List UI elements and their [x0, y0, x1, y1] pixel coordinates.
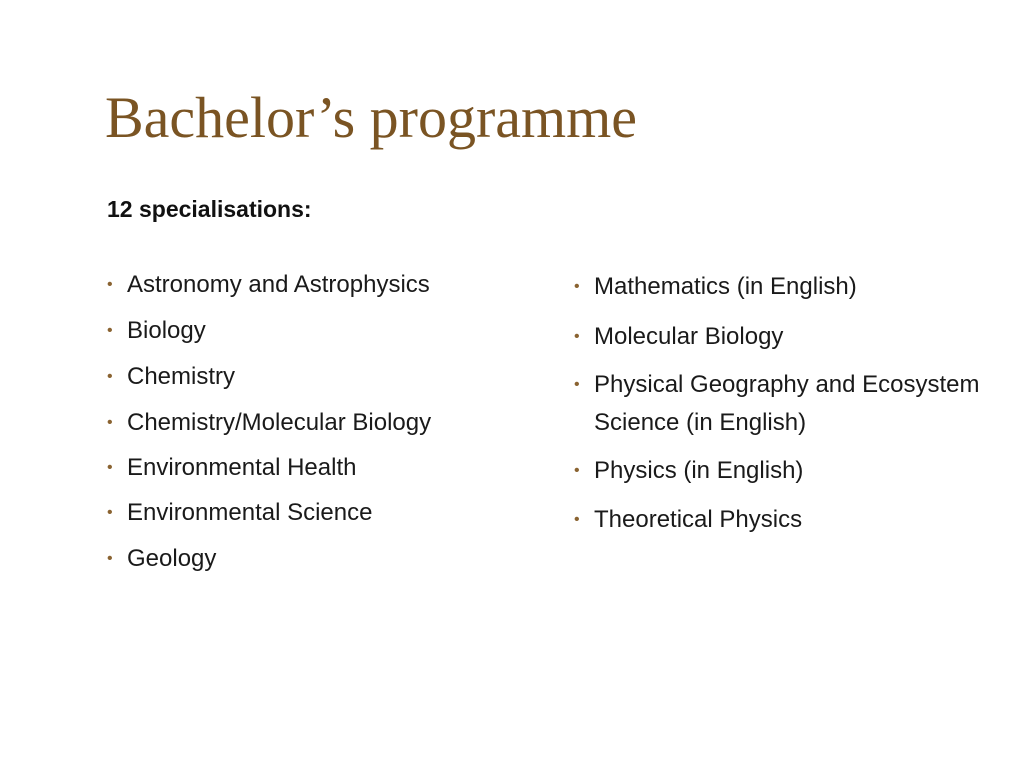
bullet-icon: • — [107, 322, 113, 339]
list-item-label: Molecular Biology — [594, 323, 784, 350]
list-item-label: Mathematics (in English) — [594, 273, 857, 300]
slide-title: Bachelor’s programme — [105, 85, 638, 150]
list-item — [574, 452, 1014, 490]
list-item — [574, 318, 1014, 356]
list-item-label: Physical Geography and Ecosystem Science (in English) — [594, 371, 980, 436]
bullet-icon: • — [574, 278, 580, 295]
bullet-icon: • — [107, 368, 113, 385]
list-item-label: Chemistry/Molecular Biology — [127, 409, 432, 436]
list-item-label: Theoretical Physics — [594, 506, 803, 533]
list-item — [107, 358, 507, 396]
list-item-label: Chemistry — [127, 363, 236, 390]
slide-subtitle: 12 specialisations: — [107, 196, 312, 222]
bullet-icon: • — [107, 504, 113, 521]
bullet-icon: • — [107, 459, 113, 476]
list-item-label: Physics (in English) — [594, 457, 804, 484]
list-item — [107, 266, 507, 304]
list-item — [107, 404, 507, 442]
list-item — [574, 268, 1014, 306]
list-item-label: Astronomy and Astrophysics — [127, 271, 430, 298]
list-item-label: Biology — [127, 317, 206, 344]
list-item-label: Environmental Science — [127, 499, 373, 526]
bullet-icon: • — [574, 511, 580, 528]
list-item-label: Environmental Health — [127, 454, 357, 481]
list-item — [107, 494, 507, 532]
list-item — [574, 366, 1014, 442]
list-item — [107, 540, 507, 578]
bullet-icon: • — [574, 462, 580, 479]
bullet-icon: • — [574, 376, 580, 393]
list-item — [107, 449, 507, 487]
list-item-label: Geology — [127, 545, 217, 572]
bullet-icon: • — [107, 276, 113, 293]
list-item — [574, 501, 1014, 539]
bullet-icon: • — [107, 414, 113, 431]
bullet-icon: • — [574, 328, 580, 345]
list-item — [107, 312, 507, 350]
bullet-icon: • — [107, 550, 113, 567]
